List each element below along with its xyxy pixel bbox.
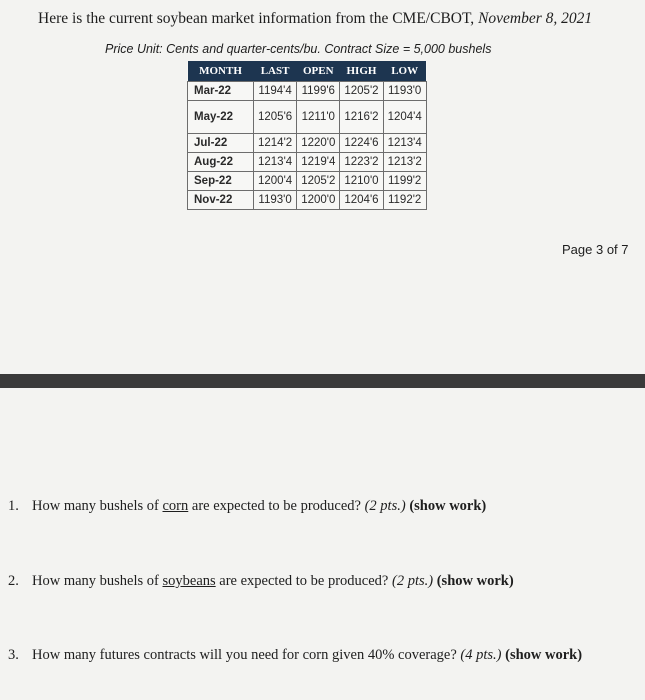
- question-3: [8, 647, 618, 664]
- page-indicator: Page 3 of 7: [562, 242, 629, 257]
- header-high: HIGH: [340, 61, 383, 82]
- cell-last: 1214'2: [254, 134, 297, 153]
- cell-open: 1219'4: [297, 153, 340, 172]
- question-points: (2 pts.): [364, 498, 406, 514]
- cell-high: 1205'2: [340, 82, 383, 101]
- table-row: [188, 191, 427, 210]
- question-text: How many bushels of: [32, 573, 163, 589]
- cell-last: 1200'4: [254, 172, 297, 191]
- cell-last: 1193'0: [254, 191, 297, 210]
- cell-low: 1213'2: [383, 153, 426, 172]
- question-text: are expected to be produced?: [215, 573, 392, 589]
- question-points: (4 pts.): [460, 647, 502, 663]
- table-row: [188, 82, 427, 101]
- cell-month: Mar-22: [188, 82, 254, 101]
- cell-month: Nov-22: [188, 191, 254, 210]
- question-text: How many bushels of: [32, 498, 163, 514]
- cell-open: 1220'0: [297, 134, 340, 153]
- header-month: MONTH: [188, 61, 254, 82]
- cell-last: 1194'4: [254, 82, 297, 101]
- table-row: [188, 134, 427, 153]
- question-text: How many futures contracts will you need for corn given 40% coverage?: [32, 647, 461, 663]
- cell-open: 1211'0: [297, 101, 340, 134]
- cell-last: 1205'6: [254, 101, 297, 134]
- cell-low: 1199'2: [383, 172, 426, 191]
- question-number: 3.: [8, 647, 19, 663]
- header-last: LAST: [254, 61, 297, 82]
- soybean-market-table: [187, 61, 427, 210]
- cell-month: Aug-22: [188, 153, 254, 172]
- cell-high: 1224'6: [340, 134, 383, 153]
- question-show-work: (show work): [436, 573, 514, 589]
- question-emphasis: soybeans: [162, 573, 216, 589]
- cell-month: May-22: [188, 101, 254, 134]
- cell-low: 1213'4: [383, 134, 426, 153]
- table-header-row: [188, 61, 427, 82]
- cell-open: 1205'2: [297, 172, 340, 191]
- page-divider-bar: [0, 374, 645, 388]
- cell-low: 1192'2: [383, 191, 426, 210]
- price-unit-line: Price Unit: Cents and quarter-cents/bu. Contract Size = 5,000 bushels: [105, 42, 492, 56]
- question-show-work: (show work): [409, 498, 487, 514]
- cell-high: 1210'0: [340, 172, 383, 191]
- question-emphasis: corn: [162, 498, 189, 514]
- cell-low: 1193'0: [383, 82, 426, 101]
- intro-line: [38, 10, 638, 28]
- question-text: are expected to be produced?: [188, 498, 365, 514]
- header-low: LOW: [383, 61, 426, 82]
- cell-open: 1200'0: [297, 191, 340, 210]
- table-row: [188, 153, 427, 172]
- question-1: [8, 498, 618, 515]
- cell-open: 1199'6: [297, 82, 340, 101]
- question-points: (2 pts.): [392, 573, 434, 589]
- table-row: [188, 172, 427, 191]
- cell-last: 1213'4: [254, 153, 297, 172]
- question-number: 1.: [8, 498, 19, 514]
- intro-date: November 8, 2021: [478, 10, 593, 27]
- table-row: [188, 101, 427, 134]
- cell-month: Jul-22: [188, 134, 254, 153]
- intro-text: Here is the current soybean market information from the CME/CBOT,: [38, 10, 475, 27]
- header-open: OPEN: [297, 61, 340, 82]
- cell-high: 1204'6: [340, 191, 383, 210]
- question-number: 2.: [8, 573, 19, 589]
- question-show-work: (show work): [505, 647, 583, 663]
- cell-low: 1204'4: [383, 101, 426, 134]
- cell-high: 1223'2: [340, 153, 383, 172]
- cell-month: Sep-22: [188, 172, 254, 191]
- cell-high: 1216'2: [340, 101, 383, 134]
- question-2: [8, 573, 618, 590]
